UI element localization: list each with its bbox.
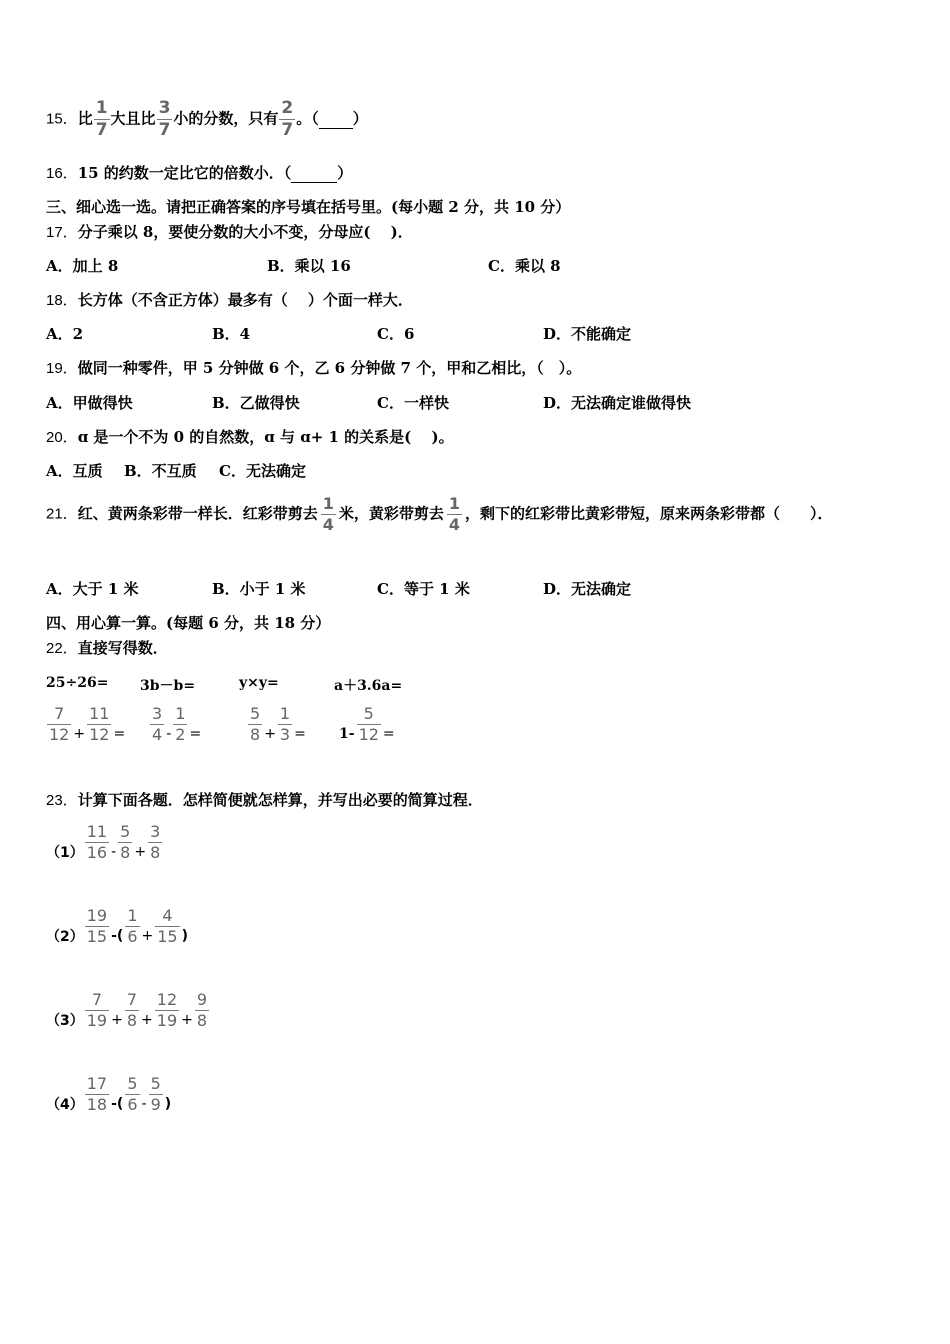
- option-c[interactable]: C．6: [377, 325, 415, 343]
- denominator: 7: [281, 120, 294, 140]
- numerator: 5: [120, 822, 131, 841]
- question-number: 21．: [46, 505, 78, 523]
- question-number: 17．: [46, 224, 78, 241]
- fraction-expression-3: [247, 706, 307, 743]
- denominator: 2: [175, 725, 186, 744]
- fraction: [85, 992, 109, 1029]
- problem-label: （2）: [46, 928, 84, 945]
- problem-label: （3）: [46, 1012, 84, 1029]
- numerator: 3: [152, 704, 163, 723]
- question-16: [46, 164, 352, 183]
- fraction: [87, 706, 111, 743]
- question-number: 18．: [46, 292, 78, 309]
- operator: ): [181, 927, 189, 944]
- section-3-heading: 三、细心选一选。请把正确答案的序号填在括号里。(每小题 2 分，共 10 分）: [46, 198, 571, 216]
- denominator: 18: [86, 1095, 108, 1114]
- fraction: [118, 824, 132, 861]
- answer-blank[interactable]: [319, 110, 353, 129]
- denominator: 7: [158, 120, 171, 140]
- operator: +: [264, 725, 276, 742]
- numerator: 5: [250, 704, 261, 723]
- denominator: 12: [358, 725, 379, 744]
- numerator: 11: [89, 704, 110, 723]
- operator: =: [294, 725, 306, 742]
- operator: -: [166, 725, 172, 742]
- denominator: 8: [250, 725, 261, 744]
- question-23: [46, 791, 483, 810]
- numerator: 1: [175, 704, 186, 723]
- numerator: 7: [126, 990, 138, 1009]
- option-d[interactable]: D．不能确定: [543, 325, 632, 343]
- calc-problem-2: [46, 908, 189, 945]
- option-d[interactable]: D．无法确定谁做得快: [543, 394, 692, 412]
- fraction: [47, 706, 71, 743]
- option-a[interactable]: A．甲做得快: [46, 394, 133, 412]
- denominator: 4: [448, 515, 460, 534]
- denominator: 19: [86, 1011, 108, 1030]
- operator: 1-: [339, 725, 355, 742]
- operator: +: [134, 843, 147, 860]
- denominator: 3: [279, 725, 291, 744]
- question-number: 20．: [46, 429, 78, 446]
- numerator: 12: [156, 990, 178, 1009]
- fraction: [357, 706, 381, 743]
- numerator: 1: [95, 98, 108, 118]
- denominator: 12: [49, 725, 70, 744]
- fraction: [157, 100, 173, 139]
- numerator: 1: [322, 494, 334, 513]
- q15-text-4: 。（: [296, 109, 319, 128]
- denominator: 6: [127, 927, 138, 946]
- numerator: 5: [150, 1074, 161, 1093]
- question-text: ɑ 是一个不为 0 的自然数，ɑ 与 ɑ+ 1 的关系是( )。: [77, 428, 454, 446]
- fraction: [155, 992, 179, 1029]
- calc-item-2: 3b－b=: [140, 678, 196, 694]
- denominator: 4: [152, 725, 163, 744]
- fraction: [148, 824, 162, 861]
- operator: =: [189, 725, 202, 742]
- fraction-expression-4: [338, 706, 396, 743]
- calc-problem-1: [46, 824, 163, 861]
- denominator: 4: [322, 515, 334, 534]
- option-b[interactable]: B．不互质: [124, 462, 197, 480]
- numerator: 7: [85, 992, 109, 1011]
- option-c[interactable]: C．一样快: [377, 394, 449, 412]
- question-number: 16．: [46, 165, 78, 182]
- operator: +: [141, 927, 154, 944]
- question-text: 分子乘以 8，要使分数的大小不变，分母应( )．: [77, 223, 413, 241]
- option-d[interactable]: D．无法确定: [543, 580, 632, 598]
- denominator: 6: [127, 1095, 138, 1114]
- option-c[interactable]: C．乘以 8: [488, 257, 561, 275]
- denominator: 8: [126, 1011, 138, 1030]
- fraction: [173, 706, 187, 743]
- option-b[interactable]: B．乘以 16: [267, 257, 351, 275]
- calc-problem-4: [46, 1076, 172, 1113]
- operator: +: [111, 1011, 123, 1028]
- q15-text-1: 比: [77, 109, 93, 128]
- numerator: 11: [86, 822, 108, 841]
- numerator: 19: [86, 906, 108, 925]
- fraction: [125, 1076, 139, 1113]
- q15-text-5: ）: [352, 109, 368, 128]
- denominator: 12: [89, 725, 110, 744]
- numerator: 4: [155, 908, 179, 927]
- section-4-heading: 四、用心算一算。(每题 6 分，共 18 分）: [46, 614, 331, 632]
- question-number: 23．: [46, 792, 78, 809]
- numerator: 5: [127, 1074, 138, 1093]
- question-text: 做同一种零件，甲 5 分钟做 6 个，乙 6 分钟做 7 个，甲和乙相比，（ ）。: [77, 359, 582, 377]
- fraction: [149, 1076, 163, 1113]
- denominator: 19: [156, 1011, 178, 1030]
- fraction: [150, 706, 164, 743]
- problem-label: （4）: [46, 1096, 84, 1113]
- question-text: 15 的约数一定比它的倍数小．（: [77, 164, 292, 182]
- numerator: 3: [150, 822, 161, 841]
- operator: +: [141, 1011, 153, 1028]
- q21-text-2: 米，黄彩带剪去: [338, 504, 444, 523]
- calc-problem-3: [46, 992, 210, 1029]
- question-number: 22．: [46, 640, 78, 657]
- denominator: 7: [95, 120, 108, 140]
- option-a[interactable]: A．2: [46, 325, 84, 343]
- question-21: [46, 496, 833, 533]
- option-c[interactable]: C．无法确定: [219, 462, 306, 480]
- fraction: [279, 100, 295, 139]
- numerator: 5: [357, 706, 381, 725]
- operator: -(: [111, 1095, 124, 1112]
- numerator: 7: [47, 706, 71, 725]
- fraction: [85, 824, 109, 861]
- question-20: [46, 428, 454, 447]
- calc-item-3: y×y=: [239, 675, 279, 691]
- operator: -: [111, 843, 117, 860]
- operator: -(: [111, 927, 124, 944]
- fraction: [278, 706, 292, 743]
- operator: -: [141, 1095, 147, 1112]
- operator: +: [73, 725, 86, 742]
- q16-end: ）: [337, 164, 353, 182]
- q15-text-3: 小的分数，只有: [173, 109, 279, 128]
- q21-text-3: ，剩下的红彩带比黄彩带短，原来两条彩带都（ ）．: [465, 504, 833, 523]
- operator: =: [382, 725, 395, 742]
- question-text: 长方体（不含正方体）最多有（ ）个面一样大．: [77, 291, 413, 309]
- numerator: 2: [281, 98, 294, 118]
- problem-label: （1）: [46, 844, 84, 861]
- question-number: 15．: [46, 110, 78, 128]
- question-19: [46, 359, 581, 378]
- option-c[interactable]: C．等于 1 米: [377, 580, 470, 598]
- numerator: 1: [448, 494, 460, 513]
- fraction: [447, 496, 462, 533]
- fraction: [248, 706, 262, 743]
- operator: +: [181, 1011, 193, 1028]
- calc-item-4: a＋3.6a=: [334, 678, 403, 694]
- option-a[interactable]: A．大于 1 米: [46, 580, 139, 598]
- option-a[interactable]: A．加上 8: [46, 257, 119, 275]
- option-a[interactable]: A．互质: [46, 462, 103, 480]
- fraction-expression-1: [46, 706, 126, 743]
- numerator: 3: [158, 98, 171, 118]
- option-b[interactable]: B．小于 1 米: [212, 580, 306, 598]
- fraction: [125, 992, 139, 1029]
- option-b[interactable]: B．4: [212, 325, 251, 343]
- fraction: [321, 496, 336, 533]
- denominator: 15: [157, 927, 178, 946]
- operator: ): [164, 1095, 172, 1112]
- denominator: 8: [150, 843, 161, 862]
- answer-blank[interactable]: [291, 164, 337, 183]
- denominator: 8: [120, 843, 131, 862]
- operator: =: [113, 725, 126, 742]
- q15-text-2: 大且比: [110, 109, 156, 128]
- numerator: 9: [196, 990, 208, 1009]
- option-b[interactable]: B．乙做得快: [212, 394, 300, 412]
- fraction: [94, 100, 110, 139]
- fraction: [195, 992, 209, 1029]
- question-15: [46, 100, 368, 139]
- fraction: [155, 908, 179, 945]
- denominator: 15: [86, 927, 108, 946]
- numerator: 1: [279, 704, 291, 723]
- denominator: 16: [86, 843, 108, 862]
- denominator: 9: [150, 1095, 161, 1114]
- question-17: [46, 223, 413, 242]
- calc-item-1: 25÷26=: [46, 675, 109, 691]
- fraction: [85, 908, 109, 945]
- question-text: 直接写得数．: [77, 639, 168, 657]
- fraction-expression-2: [149, 706, 202, 743]
- question-number: 19．: [46, 360, 78, 377]
- fraction: [85, 1076, 109, 1113]
- numerator: 17: [86, 1074, 108, 1093]
- question-22: [46, 639, 168, 658]
- question-18: [46, 291, 413, 310]
- question-text: 计算下面各题．怎样简便就怎样算，并写出必要的简算过程．: [77, 791, 483, 809]
- q21-text-1: 红、黄两条彩带一样长．红彩带剪去: [77, 504, 318, 523]
- numerator: 1: [127, 906, 138, 925]
- fraction: [125, 908, 139, 945]
- denominator: 8: [196, 1011, 208, 1030]
